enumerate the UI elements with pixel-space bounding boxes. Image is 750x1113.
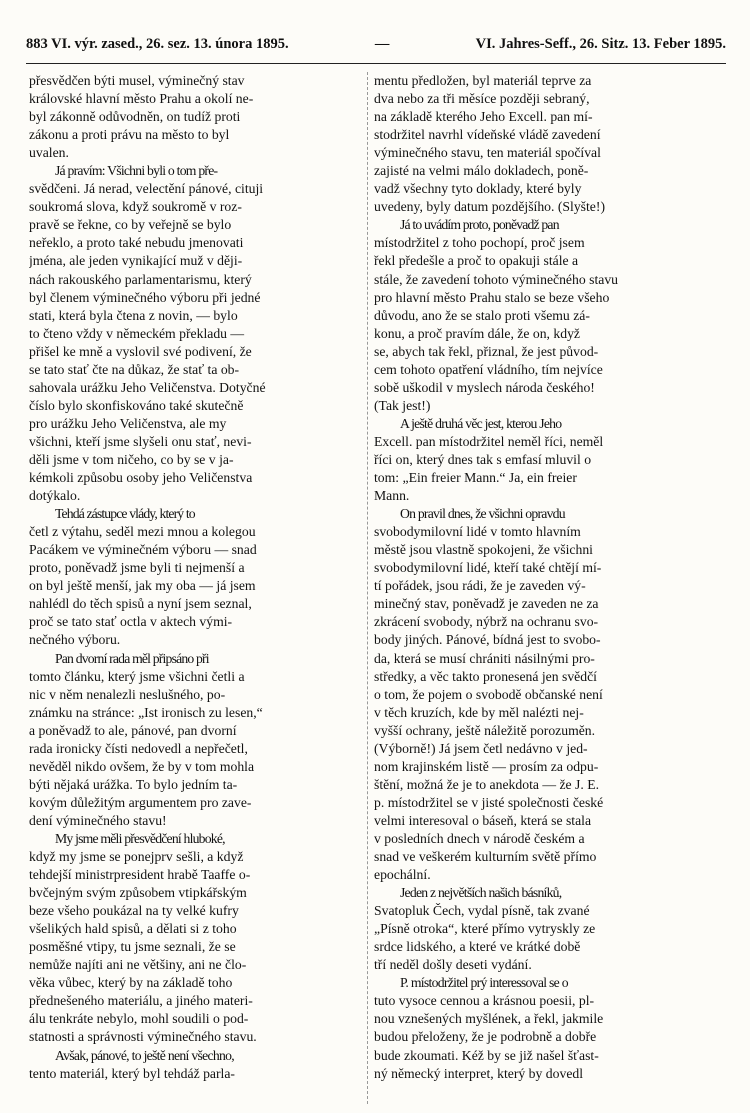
text-line: statnosti a správnosti výminečného stavu. [29, 1029, 257, 1045]
text-line: zkrácení svobody, nýbrž na ochranu svo- [374, 614, 599, 630]
text-line: kovým důležitým argumentem pro zave- [29, 794, 252, 810]
text-line: královské hlavní město Prahu a okolí ne- [29, 91, 254, 107]
text-line: když my jsme se ponejprv sešli, a když [29, 849, 244, 865]
text-line: se, abych tak řekl, přiznal, že jest původ- [374, 343, 599, 359]
text-line: číslo bylo skonfiskováno také skutečně [29, 397, 244, 413]
text-line: tuto vysoce cennou a krásnou poesii, pl- [374, 993, 595, 1009]
text-line: sobě uškodil v myslech národa českého! [374, 379, 595, 395]
header-separator: — [374, 36, 390, 52]
text-line: ný německý interpret, který by dovedl [374, 1065, 584, 1081]
text-line: stati, která byla čtena z novin, — bylo [29, 307, 238, 323]
text-line: on byl ještě menší, jak my oba — já jsem [29, 578, 256, 594]
text-line: o tom, že pojem o svobodě občanské není [374, 686, 603, 702]
text-line: nách rakouského parlamentarismu, který [29, 271, 252, 287]
text-line: přednešeného materiálu, a jiného materi- [29, 993, 253, 1009]
text-line: přesvědčen býti musel, výminečný stav [29, 73, 245, 88]
text-line: Já pravím: Všichni byli o tom pře- [55, 163, 218, 179]
text-line: body jiných. Pánové, bídná jest to svobo- [374, 632, 601, 648]
text-line: posměšné vtipy, tu jsme seznali, že se [29, 939, 236, 955]
text-line: Pan dvorní rada měl připsáno při [55, 650, 209, 666]
text-line: středky, a věc takto pronesená jen svědčí [374, 668, 597, 684]
text-line: jména, ale jeden vynikající muž v ději- [29, 253, 243, 269]
text-line: štění, možná že je to anekdota — že J. E. [374, 776, 600, 792]
text-line: (Výborně!) Já jsem četl nedávno v jed- [374, 740, 588, 756]
text-line: cem tohoto opatření vládního, tím nejvíce [374, 361, 603, 377]
text-line: A ještě druhá věc jest, kterou Jeho [400, 415, 562, 431]
text-line: da, která se musí chrániti násilnými pro- [374, 650, 595, 666]
text-line: Mann. [374, 488, 410, 504]
text-line: pro urážku Jeho Veličenstva, ale my [29, 415, 227, 431]
text-line: tí pořádek, jsou rádi, že je zaveden vý- [374, 578, 586, 594]
text-line: sahovala urážku Jeho Veličenstva. Dotyčné [29, 379, 266, 395]
header-rule [26, 63, 726, 64]
text-line: epochální. [374, 867, 431, 883]
text-line: děli jsme v tom ničeho, co by se v ja- [29, 451, 234, 467]
text-line: velmi interesoval o báseň, která se stala [374, 812, 592, 828]
text-line: nic v něm nenalezli neslušného, po- [29, 686, 226, 702]
text-line: dva nebo za tři měsíce později sebraný, [374, 91, 590, 107]
text-line: beze všeho poukázal na ty velké kufry [29, 903, 239, 919]
text-line: rada ironicky čísti nedovedl a nepřečetl, [29, 740, 248, 756]
text-line: byl zákonně odůvodněn, on tudíž proti [29, 109, 241, 125]
text-line: álu tenkráte nebylo, mohl soudili o pod- [29, 1011, 249, 1027]
text-line: věka vůbec, který by na základě toho [29, 975, 233, 991]
text-line: zákonu a proti právu na město to byl [29, 127, 230, 143]
text-line: vadž všechny tyto doklady, které byly [374, 181, 582, 197]
text-line: v těch kruzích, kde by měl nalézti nej- [374, 704, 584, 720]
text-line: snad ve veškerém kulturním světě přímo [374, 849, 597, 865]
text-line: proto, poněvadž jsme byli ti nejmenší a [29, 560, 245, 576]
text-line: bvčejným svým způsobem vtipkářským [29, 885, 247, 901]
text-line: Jeden z největších našich básníků, [400, 885, 562, 901]
text-line: konu, a proč pravím dále, že on, když [374, 325, 581, 341]
text-line: mentu předložen, byl materiál teprve za [374, 73, 592, 88]
page-header [26, 36, 726, 58]
text-line: nečného výboru. [29, 632, 121, 648]
text-line: městě jsou vlastně spokojeni, že všichni [374, 542, 593, 558]
text-line: stodržitel navrhl vídeňské vládě zavedení [374, 127, 601, 143]
text-line: proč se tato stať octla v aktech vými- [29, 614, 233, 630]
text-line: místodržitel z toho pochopí, proč jsem [374, 235, 585, 251]
text-line: svobodymilovní lidé, kteří také chtějí mí- [374, 560, 602, 576]
text-line: svobodymilovní lidé v tomto hlavním [374, 524, 581, 540]
text-line: soukromá slova, když soukromě v roz- [29, 199, 242, 215]
text-line: Avšak, pánové, to ještě není všechno, [55, 1047, 234, 1063]
text-line: býti nějaká urážka. To bylo jedním ta- [29, 776, 238, 792]
text-line: všelikých hald spisů, a dělati si z toho [29, 921, 237, 937]
text-line: p. místodržitel se v jisté společnosti české [374, 794, 604, 810]
left-column [29, 72, 366, 1083]
text-line: a poněvadž to ale, pánové, pan dvorní [29, 722, 237, 738]
right-column [374, 72, 711, 1083]
text-line: vyšší ochrany, ještě náležitě porozuměn. [374, 722, 596, 738]
text-line: četl z výtahu, seděl mezi mnou a kolegou [29, 524, 256, 540]
text-line: to čteno vždy v německém překladu — [29, 325, 245, 341]
text-line: zajisté na velmi málo dokladech, poně- [374, 163, 589, 179]
text-line: Svatopluk Čech, vydal písně, tak zvané [374, 903, 590, 919]
text-line: neřeklo, a proto také nebudu jmenovati [29, 235, 244, 251]
text-line: v posledních dnech v národě českém a [374, 830, 585, 846]
text-line: uvalen. [29, 145, 69, 161]
text-line: minečný stav, poněvadž je zaveden ne za [374, 596, 599, 612]
text-line: pro hlavní město Prahu stalo se beze všeho [374, 289, 610, 305]
text-line: byl členem výminečného výboru při jedné [29, 289, 261, 305]
text-line: dotýkalo. [29, 488, 81, 504]
text-line: všichni, kteří jsme slyšeli onu stať, nevi- [29, 433, 252, 449]
text-line: na základě kterého Jeho Excell. pan mí- [374, 109, 593, 125]
text-line: Tehdá zástupce vlády, který to [55, 506, 195, 522]
text-line: známku na stránce: „Ist ironisch zu lesen,“ [29, 704, 263, 720]
header-right: VI. Jahres-Seff., 26. Sitz. 13. Feber 1895. [475, 36, 726, 52]
text-line: tehdejší ministrpresident hrabě Taaffe o- [29, 867, 251, 883]
text-line: On pravil dnes, že všichni opravdu [400, 506, 565, 522]
text-line: uvedeny, byly datum pozdějšího. (Slyšte!) [374, 199, 605, 215]
text-line: „Písně otroka“, které přímo vytryskly ze [374, 921, 596, 937]
text-line: nahlédl do těch spisů a nyní jsem seznal, [29, 596, 252, 612]
text-line: řekl předešle a proč to opakuji stále a [374, 253, 579, 269]
text-line: My jsme měli přesvědčení hluboké, [55, 830, 225, 846]
text-line: P. místodržitel prý interessoval se o [400, 975, 568, 991]
header-left: 883 VI. výr. zased., 26. sez. 13. února 1895. [26, 36, 289, 52]
column-divider [367, 72, 368, 1104]
text-line: bude zkoumati. Kéž by se již našel šťast- [374, 1047, 599, 1063]
text-line: nevěděl nikdo ovšem, že by v tom mohla [29, 758, 255, 774]
text-line: dení výminečného stavu! [29, 812, 167, 828]
text-line: říci on, který dnes tak s emfasí mluvil o [374, 451, 592, 467]
text-line: (Tak jest!) [374, 397, 431, 413]
text-line: přišel ke mně a vyslovil své podivení, že [29, 343, 252, 359]
text-line: nemůže najíti ani ne většiny, ani ne člo- [29, 957, 247, 973]
text-line: stále, že zavedení tohoto výminečného stavu [374, 271, 619, 287]
text-line: tomto článku, který jsme všichni četli a [29, 668, 245, 684]
text-line: se tato stať čte na důkaz, že stať ta ob- [29, 361, 240, 377]
text-line: Pacákem ve výminečném výboru — snad [29, 542, 257, 558]
text-line: výminečného stavu, ten materiál spočíval [374, 145, 601, 161]
text-line: důvodu, ano že se stalo proti všemu zá- [374, 307, 590, 323]
text-line: svědčeni. Já nerad, velectění pánové, cituji [29, 181, 264, 197]
text-line: pravě se řekne, co by veřejně se bylo [29, 217, 232, 233]
text-line: tom: „Ein freier Mann.“ Ja, ein freier [374, 470, 577, 486]
text-line: nou vznešených myšlének, a řekl, jakmile [374, 1011, 604, 1027]
text-line: budou přeloženy, že je podrobně a dobře [374, 1029, 597, 1045]
text-line: tento materiál, který byl tehdáž parla- [29, 1065, 235, 1081]
text-line: srdce lidského, a které ve krátké době [374, 939, 581, 955]
text-line: tří neděl došly deseti vydání. [374, 957, 532, 973]
text-line: nom krajinském listě — prosím za odpu- [374, 758, 599, 774]
text-line: Já to uvádím proto, poněvadž pan [400, 217, 559, 233]
text-line: kémkoli způsobu osoby jeho Veličenstva [29, 470, 253, 486]
text-line: Excell. pan místodržitel neměl říci, neměl [374, 433, 604, 449]
